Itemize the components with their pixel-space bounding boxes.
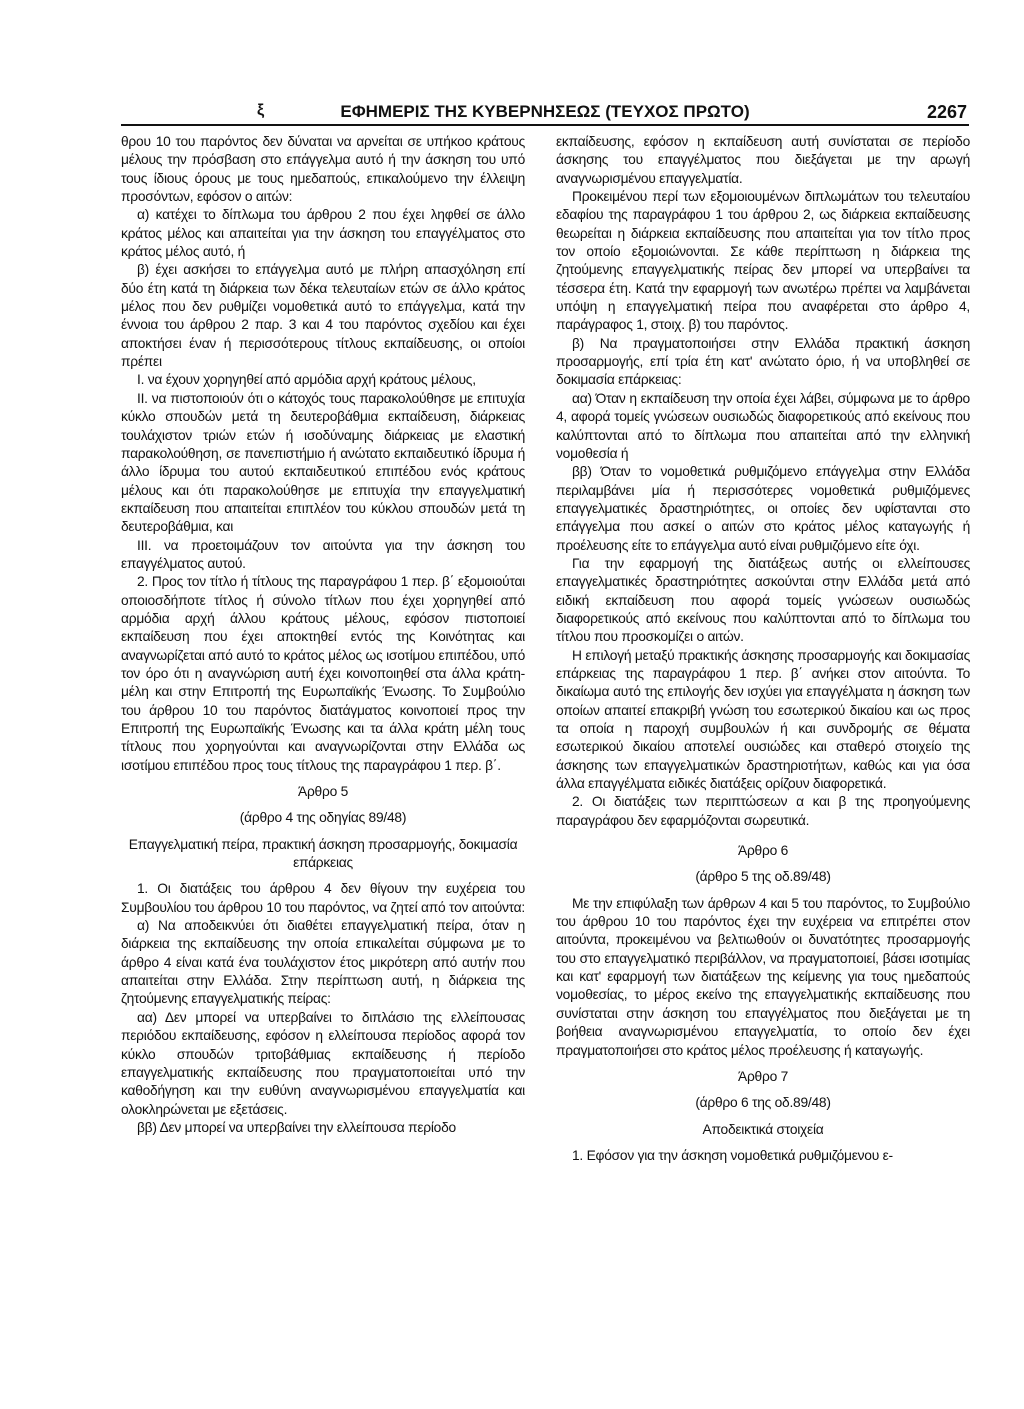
- paragraph: εκπαίδευσης, εφόσον η εκπαίδευση αυτή συνίσταται σε περίοδο άσκησης του επαγγέλματος που διεξάγεται με την αρωγή αναγνωρισμένου επαγγελματία.: [556, 134, 970, 186]
- right-column: [556, 133, 970, 1165]
- header-mark: ξ: [257, 102, 265, 119]
- paragraph: Με την επιφύλαξη των άρθρων 4 και 5 του παρόντος, το Συμβούλιο του άρθρου 10 του παρόντος έχει την ευχέρεια να επιτρέπει στον αιτούντα, προκειμένου να βελτιωθούν οι δυνατότητες προσαρμογής του στο επαγγελματικό περιβάλλον, να πραγματοποιεί, βάσει ισοτιμίας και κατ' εφαρμογή των διατάξεων της κείμενης για τους ημεδαπούς νομοθεσίας, το μέρος εκείνο της επαγγελματικής εκπαίδευσης που συνίσταται στην άσκηση του επαγγέλματος που διεξάγεται με τη βοήθεια αναγνωρισμένου επαγγελματία, το οποίο δεν έχει πραγματοποιήσει στο κράτος μέλος προέλευσης ή καταγωγής.: [556, 895, 970, 1058]
- paragraph: α) Να αποδεικνύει ότι διαθέτει επαγγελματική πείρα, όταν η διάρκεια της εκπαίδευσης την οποία επικαλείται σύμφωνα με το άρθρο 4 είναι κατά ένα τουλάχιστον έτος μικρότερη από αυτήν που απαιτείται στην Ελλάδα. Στην περίπτωση αυτή, η διάρκεια της ζητούμενης επαγγελματικής πείρας:: [121, 918, 525, 1007]
- paragraph: αα) Δεν μπορεί να υπερβαίνει το διπλάσιο της ελλείπουσας περιόδου εκπαίδευσης, εφόσον η ελλείπουσα περίοδος αφορά τον κύκλο σπουδών τριτοβάθμιας εκπαίδευσης ή περίοδο επαγγελματικής εκπαίδευσης που πραγματοποιείται υπό την καθοδήγηση και την ευθύνη αναγνωρισμένου επαγγελματία και ολοκληρώνεται με εξετάσεις.: [121, 1009, 525, 1117]
- paragraph: Η επιλογή μεταξύ πρακτικής άσκησης προσαρμογής και δοκιμασίας επάρκειας της παραγράφου 1 περ. β΄ ανήκει στον αιτούντα. Το δικαίωμα αυτό της επιλογής δεν ισχύει για επαγγέλματα η άσκηση των οποίων απαιτεί επακριβή γνώση του εσωτερικού δικαίου και ως προς τα οποία η παροχή συμβουλών ή και συνδρομής σε θέματα εσωτερικού δικαίου αποτελεί ουσιώδες και σταθερό στοιχείο της άσκησης των επαγγελματικών δραστηριοτήτων, καθώς και για όσα άλλα επαγγέλματα ειδικές διατάξεις ορίζουν διαφορετικά.: [556, 647, 970, 792]
- article-subject: Αποδεικτικά στοιχεία: [702, 1121, 824, 1137]
- article-subject: Επαγγελματική πείρα, πρακτική άσκηση προσαρμογής, δοκιμασία επάρκειας: [128, 836, 518, 871]
- paragraph: 1. Εφόσον για την άσκηση νομοθετικά ρυθμιζόμενου ε-: [572, 1147, 893, 1163]
- article-reference: (άρθρο 5 της οδ.89/48): [695, 869, 831, 885]
- article-reference: (άρθρο 6 της οδ.89/48): [695, 1095, 831, 1111]
- article-heading: Άρθρο 6: [737, 843, 788, 859]
- paragraph: 1. Οι διατάξεις του άρθρου 4 δεν θίγουν την ευχέρεια του Συμβουλίου του άρθρου 10 του παρόντος, να ζητεί από τον αιτούντα:: [121, 881, 525, 915]
- paragraph: Προκειμένου περί των εξομοιουμένων διπλωμάτων του τελευταίου εδαφίου της παραγράφου 1 του άρθρου 2, ως διάρκεια εκπαίδευσης θεωρείται η διάρκεια εκπαίδευσης που απαιτείται για τον τίτλο προς τον οποίο εξομοιώνονται. Σε κάθε περίπτωση η διάρκεια της ζητούμενης επαγγελματικής πείρας δεν μπορεί να υπερβαίνει τα τέσσερα έτη. Κατά την εφαρμογή των ανωτέρω πρέπει να λαμβάνεται υπόψη η επαγγελματική πείρα που αναφέρεται στο άρθρο 4, παράγραφος 1, στοιχ. β) του παρόντος.: [556, 189, 970, 333]
- left-column: [121, 133, 525, 1137]
- paragraph: β) Να πραγματοποιήσει στην Ελλάδα πρακτική άσκηση προσαρμογής, επί τρία έτη κατ' ανώτατο όριο, ή να υποβληθεί σε δοκιμασία επάρκειας:: [556, 335, 970, 388]
- article-heading: Άρθρο 7: [737, 1068, 788, 1084]
- paragraph: ΙΙ. να πιστοποιούν ότι ο κάτοχός τους παρακολούθησε με επιτυχία κύκλο σπουδών μετά τη δευτεροβάθμια εκπαίδευση, διάρκειας τουλάχιστον τριών ετών ή ισοδύναμης διάρκειας με ελαστική παρακολούθηση, σε πανεπιστήμιο ή ανώτατο εκπαιδευτικό ίδρυμα ή άλλο ίδρυμα του αυτού εκπαιδευτικού επιπέδου ενός κράτους μέλους και ότι παρακολούθησε με επιτυχία την επαγγελματική εκπαίδευση που απαιτείται επιπλέον του κύκλου σπουδών μετά τη δευτεροβάθμια, και: [121, 390, 525, 535]
- paragraph: ββ) Όταν το νομοθετικά ρυθμιζόμενο επάγγελμα στην Ελλάδα περιλαμβάνει μία ή περισσότερες νομοθετικά ρυθμιζόμενες επαγγελματικές δραστηριότητες, οι οποίες δεν υφίστανται στο επάγγελμα που ασκεί ο αιτών στο κράτος μέλος καταγωγής ή προέλευσης είτε το επάγγελμα αυτό είναι ρυθμιζόμενο είτε όχι.: [556, 464, 970, 553]
- article-heading: Άρθρο 5: [297, 784, 348, 800]
- paragraph: Ι. να έχουν χορηγηθεί από αρμόδια αρχή κράτους μέλους,: [137, 372, 476, 388]
- paragraph: α) κατέχει το δίπλωμα του άρθρου 2 που έχει ληφθεί σε άλλο κράτος μέλος και απαιτείται για την άσκηση του επαγγέλματος στο κράτος μέλος αυτό, ή: [121, 207, 525, 260]
- paragraph: Για την εφαρμογή της διατάξεως αυτής οι ελλείπουσες επαγγελματικές δραστηριότητες ασκούνται στην Ελλάδα μετά από ειδική εκπαίδευση που αφορά τομείς γνώσεων ουσιωδώς διαφορετικούς από εκείνους που καλύπτονται από το δίπλωμα του τίτλου που προσκομίζει ο αιτών.: [556, 555, 970, 645]
- paragraph: ΙΙΙ. να προετοιμάζουν τον αιτούντα για την άσκηση του επαγγέλματος αυτού.: [121, 537, 525, 571]
- gazette-title: ΕΦΗΜΕΡΙΣ ΤΗΣ ΚΥΒΕΡΝΗΣΕΩΣ (ΤΕΥΧΟΣ ΠΡΩΤΟ): [340, 102, 750, 121]
- paragraph: 2. Οι διατάξεις των περιπτώσεων α και β της προηγούμενης παραγράφου δεν εφαρμόζονται σωρευτικά.: [556, 794, 970, 828]
- page-header: [121, 100, 969, 126]
- article-reference: (άρθρο 4 της οδηγίας 89/48): [239, 810, 407, 826]
- paragraph: 2. Προς τον τίτλο ή τίτλους της παραγράφου 1 περ. β΄ εξομοιούται οποιοσδήποτε τίτλος ή σύνολο τίτλων που έχει χορηγηθεί από αρμόδια αρχή άλλου κράτους μέλους, εφόσον πιστοποιεί εκπαίδευση που έχει αποκτηθεί εντός της Κοινότητας και αναγνωρίζεται από αυτό το κράτος μέλος ως ισοτίμου επιπέδου, υπό τον όρο ότι η αναγνώριση αυτή έχει κοινοποιηθεί στα άλλα κράτη-μέλη και στην Επιτροπή της Ευρωπαϊκής Ένωσης. Το Συμβούλιο του άρθρου 10 του παρόντος διατάγματος κοινοποιεί προς την Επιτροπή της Ευρωπαϊκής Ένωσης και τα άλλα κράτη μέλη τους τίτλους που χορηγούνται και αναγνωρίζονται στην Ελλάδα ως ισοτίμου επιπέδου προς τους τίτλους της παραγράφου 1 περ. β΄.: [121, 574, 525, 773]
- paragraph: αα) Όταν η εκπαίδευση την οποία έχει λάβει, σύμφωνα με το άρθρο 4, αφορά τομείς γνώσεων ουσιωδώς διαφορετικούς από εκείνους που καλύπτονται από το δίπλωμα που απαιτείται από την ελληνική νομοθεσία ή: [556, 390, 970, 461]
- paragraph: θρου 10 του παρόντος δεν δύναται να αρνείται σε υπήκοο κράτους μέλους την πρόσβαση στο επάγγελμα αυτό ή την άσκηση του υπό τους ίδιους όρους με τους ημεδαπούς, επικαλούμενο την έλλειψη προσόντων, εφόσον ο αιτών:: [121, 134, 525, 205]
- page-number: 2267: [926, 102, 967, 122]
- paragraph: ββ) Δεν μπορεί να υπερβαίνει την ελλείπουσα περίοδο: [137, 1119, 456, 1135]
- paragraph: β) έχει ασκήσει το επάγγελμα αυτό με πλήρη απασχόληση επί δύο έτη κατά τη διάρκεια των δέκα τελευταίων ετών σε άλλο κράτος μέλος που δεν ρυθμίζει νομοθετικά αυτό το επάγγελμα, κατά την έννοια του άρθρου 2 παρ. 3 και 4 του παρόντος σχεδίου και έχει αποκτήσει έναν ή περισσότερους τίτλους εκπαίδευσης, οι οποίοι πρέπει: [121, 262, 525, 370]
